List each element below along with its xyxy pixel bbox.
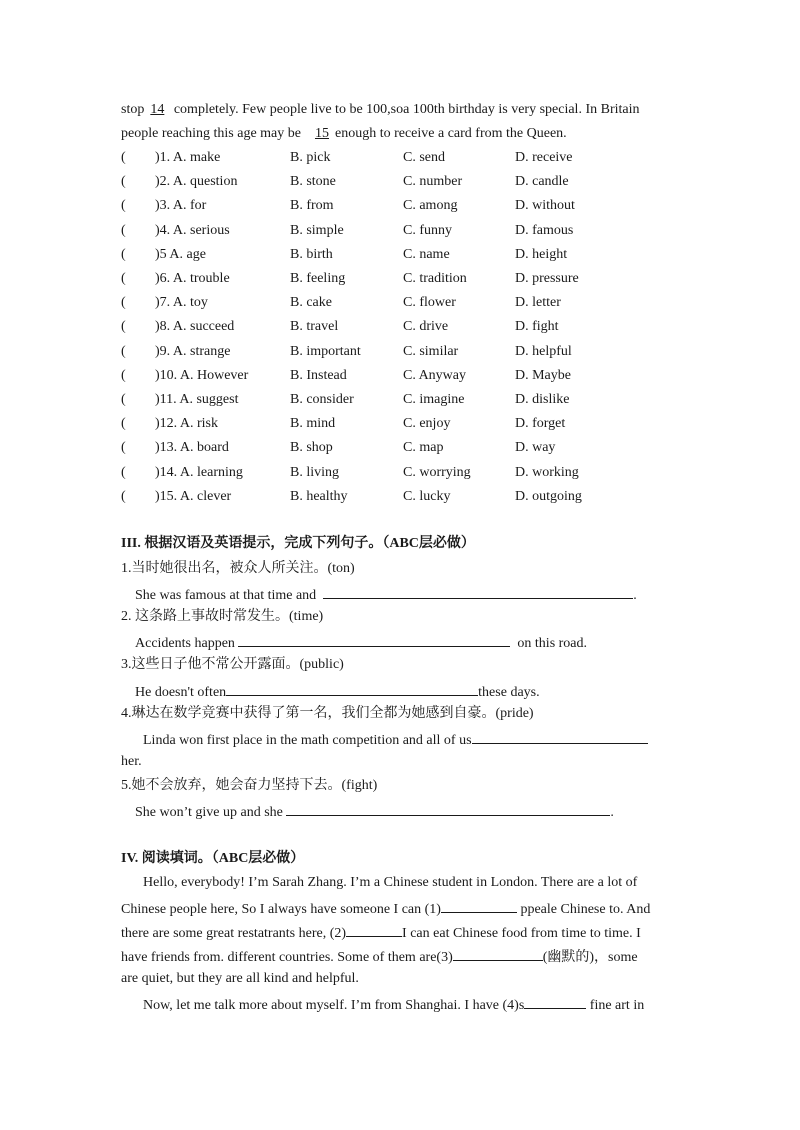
option-row	[121, 222, 681, 240]
fill-blank-1[interactable]	[441, 898, 517, 913]
option-a: )8. A. succeed	[155, 319, 235, 334]
option-a: )9. A. strange	[155, 344, 231, 359]
option-c: C. name	[403, 247, 450, 262]
option-b: B. consider	[290, 392, 354, 407]
option-c: C. number	[403, 174, 463, 189]
reading-line	[121, 946, 638, 967]
option-c: C. enjoy	[403, 416, 451, 431]
option-c: C. lucky	[403, 489, 451, 504]
option-row	[121, 246, 681, 264]
answer-paren: (	[121, 150, 126, 165]
option-a: )3. A. for	[155, 198, 207, 213]
option-b: B. Instead	[290, 368, 347, 383]
passage-text: people reaching this age may be	[121, 126, 301, 141]
passage-text: completely. Few people live to be 100,soa 100th birthday is very special. In Britain	[173, 102, 640, 117]
question-prompt: 3.这些日子他不常公开露面。(public)	[121, 657, 344, 672]
answer-text: Linda won first place in the math competition and all of us	[143, 733, 472, 748]
option-a: )5 A. age	[155, 247, 206, 262]
fill-blank-3[interactable]	[453, 946, 543, 961]
option-row	[121, 488, 681, 506]
answer-blank[interactable]	[323, 584, 633, 599]
answer-text: on this road.	[517, 636, 588, 651]
reading-text: are quiet, but they are all kind and helpful.	[121, 971, 359, 986]
answer-paren: (	[121, 295, 126, 310]
option-row	[121, 391, 681, 409]
option-row	[121, 415, 681, 433]
option-b: B. healthy	[290, 489, 348, 504]
reading-text: I can eat Chinese food from time to time. I	[402, 926, 641, 941]
answer-paren: (	[121, 465, 126, 480]
blank-number-14: 14	[150, 102, 165, 117]
reading-text: Hello, everybody! I’m Sarah Zhang. I’m a Chinese student in London. There are a lot of	[143, 875, 638, 890]
option-a: )1. A. make	[155, 150, 221, 165]
option-row	[121, 270, 681, 288]
option-d: D. without	[515, 198, 575, 213]
answer-text: He doesn't often	[135, 685, 227, 700]
passage-text: enough to receive a card from the Queen.	[334, 126, 567, 141]
reading-text: fine art in	[589, 998, 645, 1013]
answer-text: Accidents happen	[135, 636, 235, 651]
section-heading: IV. 阅读填词。（ABC层必做）	[121, 851, 305, 866]
answer-paren: (	[121, 344, 126, 359]
option-b: B. living	[290, 465, 340, 480]
fill-blank-4[interactable]	[524, 994, 586, 1009]
option-d: D. receive	[515, 150, 573, 165]
answer-blank[interactable]	[286, 801, 610, 816]
question-prompt: 5.她不会放弃，她会奋力坚持下去。(fight)	[121, 778, 378, 793]
option-b: B. mind	[290, 416, 336, 431]
answer-paren: (	[121, 198, 126, 213]
option-b: B. pick	[290, 150, 331, 165]
option-d: D. letter	[515, 295, 561, 310]
fill-blank-2[interactable]	[346, 922, 402, 937]
option-d: D. forget	[515, 416, 566, 431]
reading-text: Chinese people here, So I always have someone I can (1)	[121, 902, 441, 917]
option-c: C. among	[403, 198, 458, 213]
option-row	[121, 149, 681, 167]
option-b: B. feeling	[290, 271, 346, 286]
reading-text: Now, let me talk more about myself. I’m from Shanghai. I have (4)s	[143, 998, 525, 1013]
passage-line-1	[121, 101, 640, 119]
option-d: D. helpful	[515, 344, 572, 359]
option-a: )14. A. learning	[155, 465, 243, 480]
answer-text: .	[633, 588, 637, 603]
option-d: D. Maybe	[515, 368, 571, 383]
reading-text: have friends from. different countries. Some of them are(3)	[121, 950, 453, 965]
answer-blank[interactable]	[226, 681, 478, 696]
option-d: D. dislike	[515, 392, 570, 407]
option-row	[121, 464, 681, 482]
option-c: C. funny	[403, 223, 452, 238]
answer-paren: (	[121, 416, 126, 431]
option-c: C. tradition	[403, 271, 467, 286]
option-c: C. imagine	[403, 392, 465, 407]
answer-text: these days.	[478, 685, 540, 700]
option-a: )10. A. However	[155, 368, 249, 383]
reading-text: ppeale Chinese to. And	[520, 902, 651, 917]
answer-text: .	[610, 805, 614, 820]
option-c: C. send	[403, 150, 445, 165]
answer-paren: (	[121, 319, 126, 334]
reading-line	[121, 922, 641, 943]
reading-text: (幽默的)，some	[542, 950, 638, 965]
option-b: B. shop	[290, 440, 333, 455]
option-d: D. working	[515, 465, 579, 480]
answer-paren: (	[121, 174, 126, 189]
option-row	[121, 439, 681, 457]
option-d: D. candle	[515, 174, 569, 189]
option-c: C. map	[403, 440, 444, 455]
option-d: D. pressure	[515, 271, 579, 286]
question-prompt: 4.琳达在数学竞赛中获得了第一名，我们全都为她感到自豪。(pride)	[121, 706, 534, 721]
option-c: C. Anyway	[403, 368, 466, 383]
option-row	[121, 173, 681, 191]
answer-line	[135, 632, 587, 653]
option-c: C. worrying	[403, 465, 471, 480]
option-row	[121, 343, 681, 361]
option-c: C. drive	[403, 319, 449, 334]
option-c: C. flower	[403, 295, 456, 310]
answer-paren: (	[121, 440, 126, 455]
option-a: )6. A. trouble	[155, 271, 230, 286]
reading-line	[121, 898, 650, 919]
option-d: D. famous	[515, 223, 574, 238]
question-prompt: 1.当时她很出名，被众人所关注。(ton)	[121, 561, 355, 576]
answer-line	[135, 584, 637, 605]
option-c: C. similar	[403, 344, 459, 359]
answer-paren: (	[121, 368, 126, 383]
answer-paren: (	[121, 392, 126, 407]
option-d: D. height	[515, 247, 568, 262]
reading-line	[143, 994, 644, 1015]
option-d: D. fight	[515, 319, 559, 334]
reading-text: there are some great restatrants here, (2)	[121, 926, 347, 941]
answer-paren: (	[121, 223, 126, 238]
option-a: )12. A. risk	[155, 416, 218, 431]
option-d: D. way	[515, 440, 556, 455]
answer-text: She was famous at that time and	[135, 588, 317, 603]
answer-line	[135, 801, 614, 822]
answer-text: her.	[121, 754, 142, 769]
option-row	[121, 294, 681, 312]
answer-line	[135, 681, 540, 702]
option-a: )2. A. question	[155, 174, 238, 189]
option-a: )4. A. serious	[155, 223, 230, 238]
blank-number-15: 15	[314, 126, 329, 141]
option-row	[121, 367, 681, 385]
option-a: )11. A. suggest	[155, 392, 239, 407]
option-b: B. cake	[290, 295, 332, 310]
option-b: B. travel	[290, 319, 339, 334]
passage-text: stop	[121, 102, 145, 117]
answer-paren: (	[121, 489, 126, 504]
option-b: B. from	[290, 198, 334, 213]
section-heading: III. 根据汉语及英语提示，完成下列句子。（ABC层必做）	[121, 536, 475, 551]
answer-paren: (	[121, 247, 126, 262]
answer-line	[143, 729, 648, 750]
option-b: B. stone	[290, 174, 336, 189]
answer-blank[interactable]	[472, 729, 648, 744]
option-b: B. simple	[290, 223, 344, 238]
option-a: )13. A. board	[155, 440, 229, 455]
option-row	[121, 318, 681, 336]
option-d: D. outgoing	[515, 489, 582, 504]
option-row	[121, 197, 681, 215]
answer-blank[interactable]	[238, 632, 510, 647]
option-b: B. important	[290, 344, 361, 359]
answer-text: She won’t give up and she	[135, 805, 283, 820]
passage-line-2	[121, 125, 567, 143]
question-prompt: 2. 这条路上事故时常发生。(time)	[121, 609, 324, 624]
option-a: )7. A. toy	[155, 295, 208, 310]
option-b: B. birth	[290, 247, 333, 262]
option-a: )15. A. clever	[155, 489, 232, 504]
answer-paren: (	[121, 271, 126, 286]
